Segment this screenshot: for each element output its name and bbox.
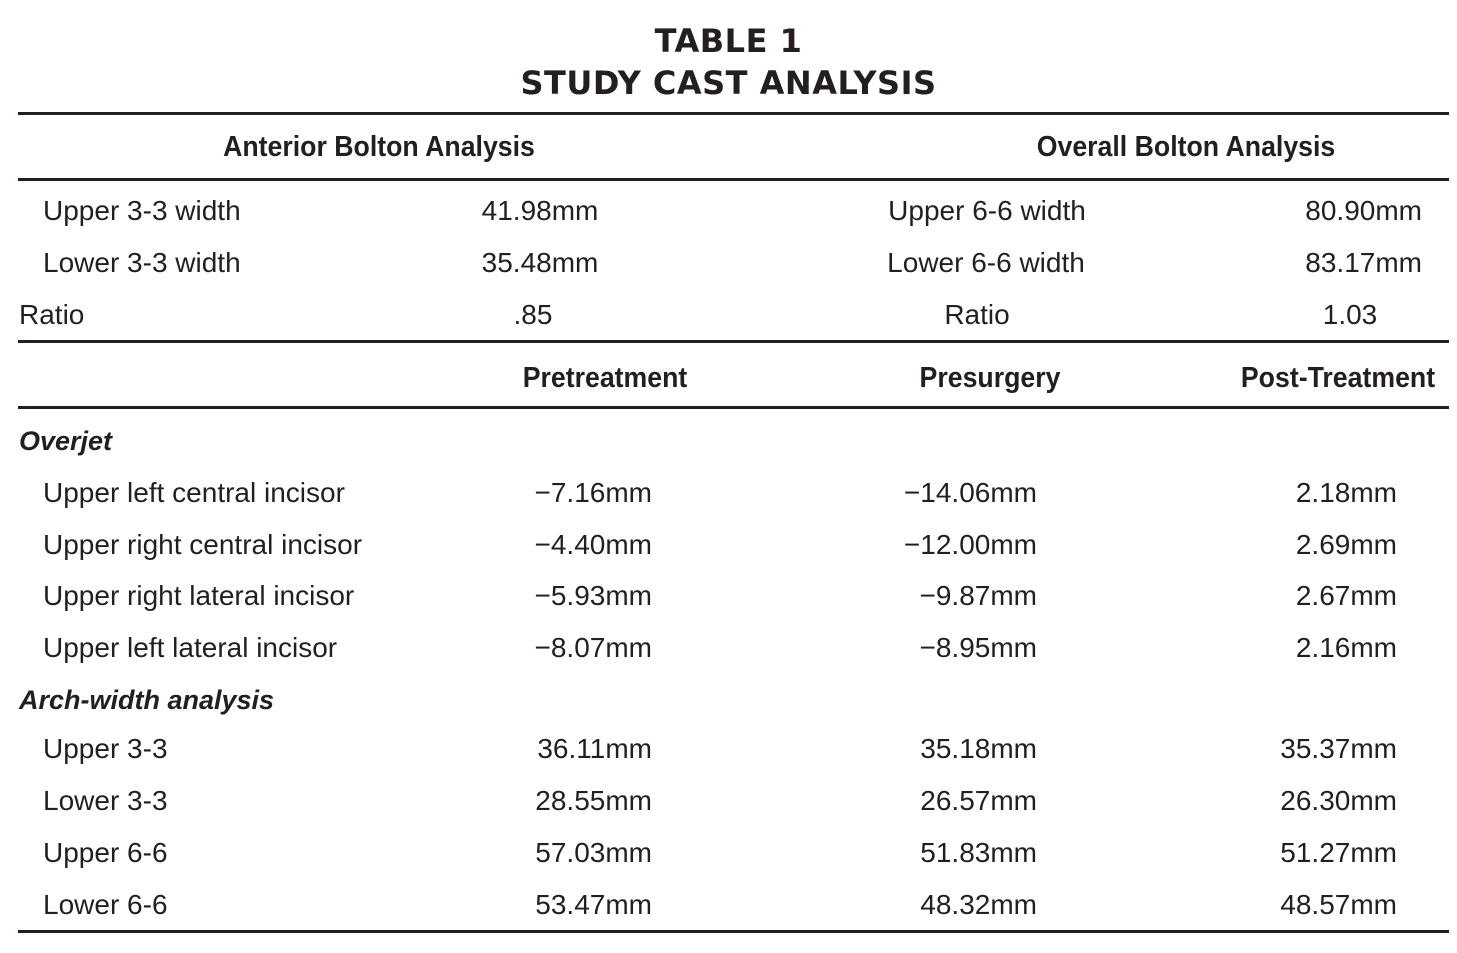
table-cell: −12.00mm [903, 529, 1037, 560]
anterior-label-ratio: Ratio [19, 299, 85, 330]
top-rule [18, 112, 1449, 115]
column-header-rule [18, 406, 1449, 409]
bolton-bottom-rule [18, 340, 1449, 343]
overall-label-lower: Lower 6-6 width [887, 247, 1085, 278]
table-cell: 26.30mm [1280, 785, 1397, 816]
table-row-label: Upper left central incisor [43, 477, 345, 508]
table-cell: −7.16mm [534, 477, 652, 508]
column-header-post-treatment: Post-Treatment [1240, 362, 1436, 394]
overall-label-ratio: Ratio [944, 299, 1010, 330]
table-cell: 57.03mm [535, 837, 652, 868]
column-header-pretreatment: Pretreatment [522, 362, 688, 394]
overall-value-lower: 83.17mm [1305, 247, 1422, 278]
table-cell: 48.32mm [920, 889, 1037, 920]
table-cell: 51.27mm [1280, 837, 1397, 868]
table-cell: −5.93mm [534, 580, 652, 611]
table-row-label: Upper left lateral incisor [43, 632, 338, 663]
table-cell: 36.11mm [537, 733, 652, 764]
table-row-label: Upper right central incisor [43, 529, 363, 560]
anterior-bolton-heading: Anterior Bolton Analysis [223, 131, 535, 163]
anterior-value-upper: 41.98mm [481, 195, 599, 226]
table-row-label: Upper right lateral incisor [43, 580, 355, 611]
table-cell: 53.47mm [535, 889, 652, 920]
table-row-label: Lower 3-3 [43, 785, 168, 816]
section-title-overjet: Overjet [19, 426, 113, 456]
anterior-value-ratio: .85 [513, 299, 553, 330]
table-cell: 26.57mm [920, 785, 1037, 816]
table-row-label: Upper 3-3 [43, 733, 168, 764]
table-cell: 35.37mm [1280, 733, 1397, 764]
overall-value-upper: 80.90mm [1305, 195, 1422, 226]
overall-label-upper: Upper 6-6 width [888, 195, 1086, 226]
table-cell: 2.67mm [1295, 580, 1397, 611]
table-cell: −4.40mm [534, 529, 652, 560]
bottom-rule [18, 930, 1449, 933]
table-cell: −8.95mm [919, 632, 1037, 663]
table-number: TABLE 1 [654, 22, 803, 60]
table-cell: −14.06mm [903, 477, 1037, 508]
table-cell: −8.07mm [534, 632, 652, 663]
column-header-presurgery: Presurgery [919, 362, 1061, 394]
table-row-label: Upper 6-6 [43, 837, 168, 868]
table-cell: 2.16mm [1295, 632, 1397, 663]
table-row-label: Lower 6-6 [43, 889, 168, 920]
anterior-label-upper: Upper 3-3 width [43, 195, 241, 226]
overall-value-ratio: 1.03 [1322, 299, 1378, 330]
bolton-header-rule [18, 178, 1449, 181]
table-cell: 2.18mm [1295, 477, 1397, 508]
table-cell: 2.69mm [1295, 529, 1397, 560]
table-cell: 35.18mm [920, 733, 1037, 764]
anterior-label-lower: Lower 3-3 width [43, 247, 241, 278]
table-cell: −9.87mm [919, 580, 1037, 611]
table-cell: 28.55mm [535, 785, 652, 816]
table-cell: 51.83mm [920, 837, 1037, 868]
anterior-value-lower: 35.48mm [481, 247, 599, 278]
overall-bolton-heading: Overall Bolton Analysis [1036, 131, 1336, 163]
table-title: STUDY CAST ANALYSIS [520, 64, 937, 102]
table-cell: 48.57mm [1280, 889, 1397, 920]
section-title-arch-width: Arch-width analysis [19, 685, 275, 715]
